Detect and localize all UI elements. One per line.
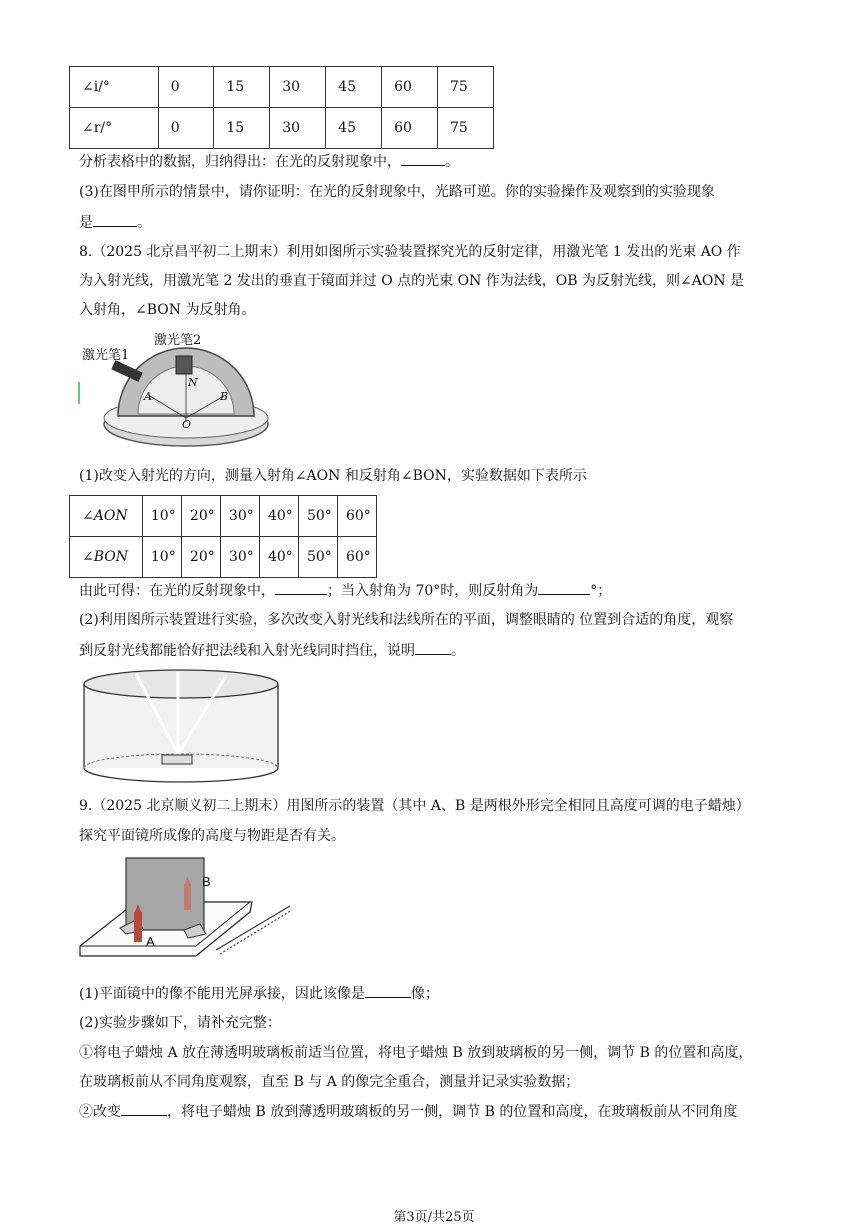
answer-blank[interactable] [275, 580, 327, 595]
table-cell: 60° [337, 537, 376, 578]
q9-step1-line1: ①将电子蜡烛 A 放在薄透明玻璃板前适当位置，将电子蜡烛 B 放到玻璃板的另一侧，调节 B 的位置和高度， [79, 1045, 753, 1061]
table-cell: 10° [142, 537, 181, 578]
table-cell: 30 [270, 108, 326, 149]
table-cell: 15 [214, 67, 270, 108]
q8-sub1: (1)改变入射光的方向，测量入射角∠AON 和反射角∠BON，实验数据如下表所示 [79, 468, 587, 484]
answer-blank[interactable] [93, 212, 137, 227]
table-row-label: ∠r/° [70, 108, 159, 149]
table-cell: 20° [181, 537, 220, 578]
q8-line2: 为入射光线，用激光笔 2 发出的垂直于镜面并过 O 点的光束 ON 作为法线，OB 为反射光线，则∠AON 是 [79, 273, 745, 289]
q7-sub3-line2: 是 。 [79, 212, 151, 233]
laser-apparatus-figure [78, 326, 278, 456]
q7-sub3-line: (3)在图甲所示的情景中，请你证明：在光的反射现象中，光路可逆。你的实验操作及观察到的实验现象 [79, 184, 715, 200]
q8-line1: 8.（2025 北京昌平初二上期末）利用如图所示实验装置探究光的反射定律，用激光笔 1 发出的光束 AO 作 [79, 244, 741, 260]
table-cell: 75 [438, 67, 494, 108]
table-cell: 60 [382, 67, 438, 108]
q9-line2: 探究平面镜所成像的高度与物距是否有关。 [79, 828, 345, 844]
table-angles-aon-bon [69, 495, 377, 578]
answer-blank[interactable] [121, 1101, 167, 1116]
q8-conclusion: 由此可得：在光的反射现象中， ；当入射角为 70°时，则反射角为 °； [79, 580, 611, 601]
table-cell: 45 [326, 67, 382, 108]
table-cell: 40° [259, 496, 298, 537]
fig-label: 激光笔1 [82, 348, 130, 363]
q8-line3: 入射角，∠BON 为反射角。 [79, 302, 256, 318]
table-cell: 15 [214, 108, 270, 149]
table-cell: 60° [337, 496, 376, 537]
fig-label: N [188, 376, 198, 389]
q8-sub2-line2: 到反射光线都能恰好把法线和入射光线同时挡住，说明 。 [79, 640, 465, 661]
q9-step1-line2: 在玻璃板前从不同角度观察，直至 B 与 A 的像完全重合，测量并记录实验数据； [79, 1074, 580, 1090]
table-cell: 10° [142, 496, 181, 537]
table-cell: 45 [326, 108, 382, 149]
fig-label: B [202, 874, 211, 889]
table-cell: 30 [270, 67, 326, 108]
fig-label: 激光笔2 [154, 333, 202, 348]
table-angles-ir [69, 66, 494, 149]
table-cell: 75 [438, 108, 494, 149]
q8-sub2-line1: (2)利用图所示装置进行实验，多次改变入射光线和法线所在的平面，调整眼睛的 位置到合适的角度，观察 [79, 612, 734, 628]
fig-label: A [144, 390, 152, 403]
page-footer: 第3页/共25页 [393, 1210, 475, 1225]
answer-blank[interactable] [538, 580, 590, 595]
answer-blank[interactable] [415, 640, 451, 655]
cylinder-apparatus-figure [76, 668, 286, 788]
q9-sub1: (1)平面镜中的像不能用光屏承接，因此该像是 像； [79, 983, 439, 1004]
table-cell: 60 [382, 108, 438, 149]
table-cell: 50° [298, 537, 337, 578]
fig-label: B [220, 390, 229, 403]
table-row-label: ∠BON [70, 537, 143, 578]
table-cell: 40° [259, 537, 298, 578]
answer-blank[interactable] [365, 983, 411, 998]
table-cell: 50° [298, 496, 337, 537]
table-cell: 30° [220, 496, 259, 537]
q9-step2: ②改变 ，将电子蜡烛 B 放到薄透明玻璃板的另一侧，调节 B 的位置和高度，在玻璃板前从不同角度 [79, 1101, 737, 1122]
table-cell: 30° [220, 537, 259, 578]
table-row-label: ∠AON [70, 496, 143, 537]
table-cell: 0 [158, 108, 214, 149]
q9-line1: 9.（2025 北京顺义初二上期末）用图所示的装置（其中 A、B 是两根外形完全相同且高度可调的电子蜡烛） [79, 798, 750, 814]
q9-sub2: (2)实验步骤如下，请补充完整： [79, 1015, 281, 1031]
fig-label: A [146, 934, 155, 949]
answer-blank[interactable] [401, 151, 445, 166]
table-cell: 20° [181, 496, 220, 537]
table-cell: 0 [158, 67, 214, 108]
mirror-candle-figure [76, 854, 296, 964]
q7-analysis-line: 分析表格中的数据，归纳得出：在光的反射现象中， 。 [79, 151, 459, 172]
fig-label: O [182, 418, 192, 431]
table-row-label: ∠i/° [70, 67, 159, 108]
